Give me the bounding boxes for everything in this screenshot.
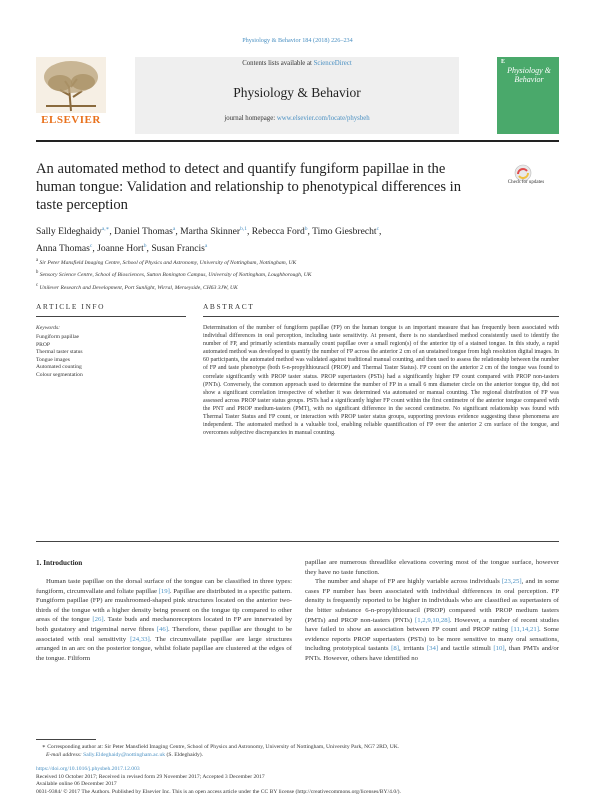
author-name[interactable]: Joanne Hort: [97, 243, 144, 255]
intro-col2-para-1: [305, 558, 559, 577]
author-separator: ,: [379, 226, 382, 238]
affiliation-line: [36, 281, 559, 293]
citation-link[interactable]: [10]: [493, 645, 505, 653]
doi-link[interactable]: https://doi.org/10.1016/j.physbeh.2017.12.003: [36, 766, 140, 772]
author-affiliation-mark[interactable]: b,1: [240, 226, 247, 232]
received-dates: Received 10 October 2017; Received in revised form 29 November 2017; Accepted 3 December 2017: [36, 773, 265, 780]
author-email-link[interactable]: Sally.Eldeghaidy@nottingham.ac.uk: [83, 752, 166, 758]
body-text: . Papillae are distributed in a specific pattern. Fungiform papillae (FP) are mushroomed-shaped pink structures located on the anterior two-thirds of the tongue with a higher density being present on the tongue tip compared to other areas of the tongue: [36, 587, 292, 624]
header-rule: [36, 140, 559, 142]
keyword-item: Tongue images: [36, 356, 70, 363]
keyword-item: Colour segmentation: [36, 371, 83, 378]
section-heading-introduction: 1. Introduction: [36, 559, 83, 567]
body-text: , irritants: [398, 645, 427, 653]
author-affiliation-mark[interactable]: a: [204, 243, 208, 250]
article-info-rule: [36, 316, 186, 317]
body-text: . The circumvallate papillae are large structures arranged in an arc on the posterior tongue, whilst foliate papillae are clustered at the edges of the tongue. Filiform: [36, 635, 292, 662]
author-name[interactable]: Martha Skinner: [180, 226, 241, 238]
available-online: Available online 06 December 2017: [36, 781, 117, 788]
keyword-item: Automated counting: [36, 364, 82, 370]
corresponding-author-footnote: [36, 743, 559, 759]
contents-line: Contents lists available at ScienceDirect: [242, 60, 352, 67]
citation-link[interactable]: [46]: [156, 625, 169, 633]
author-name[interactable]: Sally Eldeghaidy: [36, 226, 102, 238]
author-separator: ,: [307, 226, 313, 238]
body-text: , and in some cases FP number has been associated with individual differences in oral perception. FP density is frequently reported to be higher in individuals who are classified as supertasters of the bitter substance 6-n-propylthiouracil (PROP) compared with PROP medium tasters (PMTs) and PROP non-tasters (PNTs): [305, 578, 560, 624]
abstract-text: Determination of the number of fungiform papillae (FP) on the human tongue is an important measure that has frequently been associated with individual differences in oral perception, including taste sensitivity. At present, there is no standardised method consistently used to identify the number of FP, and primarily scientists manually count papillae over a small region(s) of the anterior tip of a stained tongue. In this study, a rapid automated method was developed to quantify the number of FP across the anterior 2 cm of an unstained tongue from high resolution digital images. In 60 participants, the automated method was validated against traditional manual counting, and then used to assess the relationship between the number of FP and taste phenotype (both 6-n-propylthiouracil (PROP) and Thermal Taster Status). FP count on the anterior 2 cm of the tongue was found to correlate significantly with PROP taster status. PROP supertasters (PSTs) had a significantly higher FP count compared with PROP non-tasters (PNTs). Conversely, the common approach used to determine the number of FP in a small 6 mm diameter circle on the anterior tongue tip, did not show a significant correlation irrespective of whether it was determined via automated or manual counting. The regional distribution of FP was assessed across PROP taster status groups. PSTs had a significantly higher FP count within the first centimetre of the anterior tongue compared with the PNT and PROP medium-tasters (PMT), with no significant difference in the second centimetre. No significant relationship was found with Thermal Taster Status and FP count, or interaction with PROP taster status groups, supporting previous evidence suggesting these phenomena are independent. The automated method is a valuable tool, enabling reliable quantification of FP over the anterior 2 cm surface of the tongue, and overcomes subjective discrepancies in manual counting.: [203, 325, 559, 437]
citation-link[interactable]: [1,2,9,10,28]: [414, 616, 450, 624]
affiliation-text: Sensory Science Centre, School of Biosciences, Sutton Bonington Campus, University of Nottingham, Loughborough, UK: [38, 272, 312, 279]
running-head: Physiology & Behavior 184 (2018) 226–234: [242, 37, 353, 44]
abstract-bottom-rule: [36, 541, 559, 542]
affiliations: [36, 256, 559, 293]
cover-title: Physiology & Behavior: [507, 66, 551, 84]
author-separator: ,: [146, 243, 152, 255]
author-name[interactable]: Rebecca Ford: [251, 226, 305, 238]
body-text: The number and shape of FP are highly variable across individuals: [315, 578, 502, 586]
citation-link[interactable]: [34]: [426, 645, 439, 653]
author-separator: ,: [246, 226, 252, 238]
affiliation-mark: b: [36, 270, 39, 276]
author-separator: ,: [109, 226, 115, 238]
keyword-item: Fungiform papillae: [36, 334, 80, 340]
author-separator: ,: [175, 226, 181, 238]
keywords-label: Keywords:: [36, 325, 61, 331]
citation-link[interactable]: [24,33]: [130, 635, 150, 643]
footnote-rule: [36, 739, 96, 740]
keywords-list: [36, 334, 83, 379]
body-text: . Therefore, these papillae are thought to be associated with oral sensitivity: [36, 625, 293, 643]
journal-title: Physiology & Behavior: [233, 85, 361, 100]
citation-link[interactable]: [23,25]: [501, 578, 522, 586]
keyword-item: PROP: [36, 341, 50, 348]
affiliation-line: [36, 268, 559, 280]
citation-link[interactable]: [26]: [92, 616, 104, 624]
author-name[interactable]: Daniel Thomas: [114, 226, 173, 238]
affiliation-mark: a: [36, 258, 39, 263]
intro-column-1: [36, 577, 292, 663]
footnote-line: ∗ Corresponding author at: Sir Peter Mansfield Imaging Centre, School of Physics and Astronomy, University of Nottingham, University Park, NG7 2RD, UK.: [42, 744, 400, 750]
footnote-email-line: E-mail address: Sally.Eldeghaidy@nottingham.ac.uk (S. Eldeghaidy).: [46, 752, 203, 758]
affiliation-line: [36, 256, 559, 268]
intro-col2-para-2: [305, 577, 559, 663]
journal-header-box: [135, 57, 459, 134]
author-affiliation-mark[interactable]: b: [143, 243, 147, 250]
author-name[interactable]: Timo Giesbrecht: [312, 226, 377, 238]
affiliation-text: Sir Peter Mansfield Imaging Centre, School of Physics and Astronomy, University of Nottingham, Nottingham, UK: [38, 259, 297, 266]
intro-column-2: [305, 558, 559, 664]
author-affiliation-mark[interactable]: a,∗: [101, 226, 110, 232]
author-name[interactable]: Anna Thomas: [36, 243, 90, 255]
affiliation-mark: c: [36, 282, 39, 288]
author-affiliation-mark[interactable]: b: [304, 226, 308, 232]
citation-link[interactable]: [8]: [391, 645, 399, 653]
affiliation-text: Unilever Research and Development, Port Sunlight, Wirral, Merseyside, CH63 3JW, UK: [38, 284, 238, 291]
homepage-line: journal homepage: www.elsevier.com/locate/physbeh: [224, 115, 370, 122]
author-affiliation-mark[interactable]: a: [172, 226, 176, 232]
body-text: . Some evidence reports PROP supertasters (PSTs) to be more sensitive to many oral sensations, including prototypical tastants: [305, 626, 559, 653]
cover-mark: E: [501, 59, 506, 65]
author-list: [36, 222, 559, 256]
citation-link[interactable]: [11,14,21]: [511, 626, 539, 634]
body-text: . However, a number of recent studies have failed to show an association between FP count and PROP rating: [305, 616, 559, 634]
article-title: An automated method to detect and quantify fungiform papillae in the human tongue: Validation and relationship to phenotypical differences in taste perception: [36, 161, 462, 213]
publisher-wordmark: ELSEVIER: [41, 114, 101, 126]
journal-homepage-link[interactable]: www.elsevier.com/locate/physbeh: [276, 115, 370, 122]
keyword-item: Thermal taster status: [36, 349, 83, 355]
abstract-rule: [203, 316, 559, 317]
article-info-heading: ARTICLE INFO: [36, 302, 106, 311]
publication-info: [36, 766, 559, 797]
author-separator: ,: [92, 243, 98, 255]
check-for-updates-label: Check for updates: [507, 180, 545, 185]
author-affiliation-mark[interactable]: c: [89, 243, 93, 250]
body-text: papillae are numerous threadlike elevations covering most of the tongue surface, however they have no taste function.: [305, 559, 559, 576]
body-text: Human taste papillae on the dorsal surface of the tongue can be classified in three types: fungiform, circumvallate and foliate papillae: [36, 578, 292, 595]
abstract-heading: ABSTRACT: [203, 302, 255, 311]
sciencedirect-link[interactable]: ScienceDirect: [313, 60, 352, 67]
copyright-line: 0031-9384/ © 2017 The Authors. Published by Elsevier Inc. This is an open access article under the CC BY license (http://creativecommons.org/licenses/BY/4.0/).: [36, 789, 401, 796]
body-text: and tactile stimuli: [438, 645, 494, 653]
author-affiliation-mark[interactable]: c: [376, 226, 380, 232]
body-text: . Taste buds and mechanoreceptors located in FP are innervated by both gustatory and trigeminal nerve fibres: [36, 616, 293, 633]
citation-link[interactable]: [19]: [158, 587, 170, 595]
author-name[interactable]: Susan Francis: [151, 243, 205, 255]
body-text: , than PMTs and/or PNTs. However, others have identified no: [305, 645, 559, 662]
